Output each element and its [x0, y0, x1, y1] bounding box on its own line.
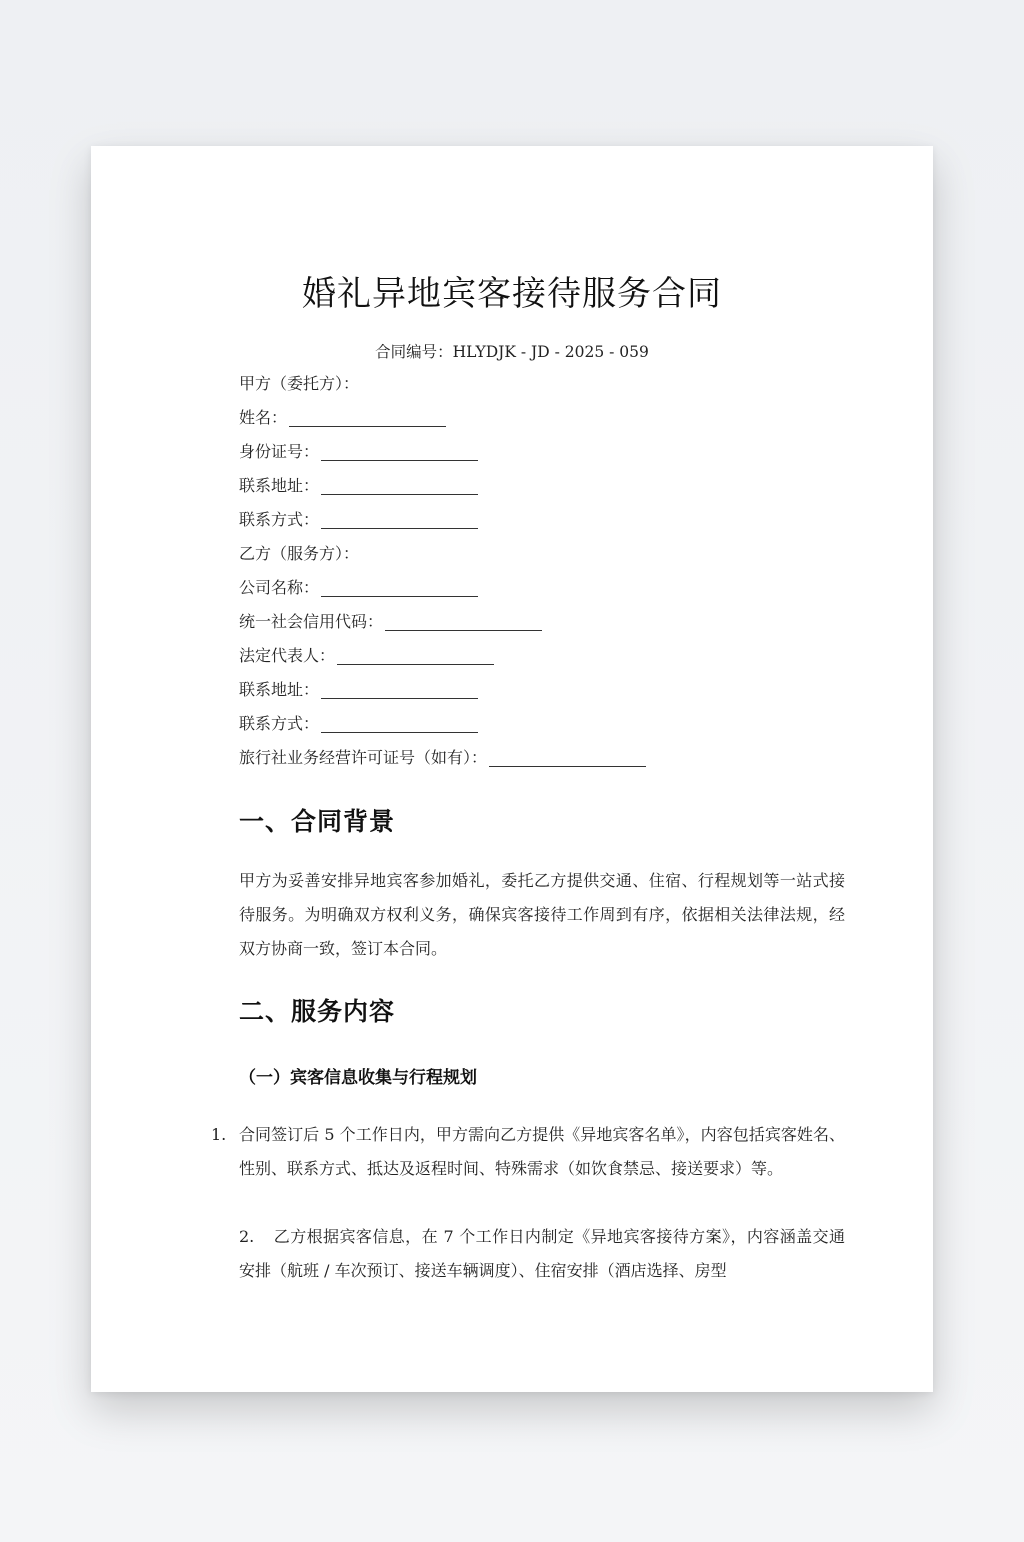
list-item-text: 合同签订后 5 个工作日内，甲方需向乙方提供《异地宾客名单》，内容包括宾客姓名、性别、联系方式、抵达及返程时间、特殊需求（如饮食禁忌、接送要求）等。	[239, 1125, 845, 1178]
list-item-text: 乙方根据宾客信息，在 7 个工作日内制定《异地宾客接待方案》，内容涵盖交通安排（航班 / 车次预订、接送车辆调度）、住宿安排（酒店选择、房型	[239, 1227, 845, 1280]
section2-sub1-heading: （一）宾客信息收集与行程规划	[239, 1068, 477, 1088]
party-b-credit-code-field	[239, 610, 859, 644]
party-b-address-label: 联系地址：	[239, 680, 320, 699]
party-b-heading	[239, 542, 859, 576]
list-item	[239, 1220, 845, 1288]
party-a-contact-label: 联系方式：	[239, 510, 320, 529]
contract-number: 合同编号：HLYDJK - JD - 2025 - 059	[375, 343, 649, 361]
document-page	[91, 146, 933, 1392]
party-a-name-blank[interactable]	[289, 406, 446, 427]
section1-heading: 一、合同背景	[239, 807, 396, 836]
party-b-legal-rep-field	[239, 644, 859, 678]
party-b-credit-code-label: 统一社会信用代码：	[239, 612, 384, 631]
party-a-address-field	[239, 474, 859, 508]
party-b-contact-blank[interactable]	[321, 712, 478, 733]
party-a-id-label: 身份证号：	[239, 442, 320, 461]
party-a-address-label: 联系地址：	[239, 476, 320, 495]
party-a-contact-field	[239, 508, 859, 542]
party-a-id-blank[interactable]	[321, 440, 478, 461]
party-b-address-field	[239, 678, 859, 712]
party-b-company-blank[interactable]	[321, 576, 478, 597]
party-b-company-field	[239, 576, 859, 610]
party-b-company-label: 公司名称：	[239, 578, 320, 597]
party-b-contact-field	[239, 712, 859, 746]
party-fields	[239, 372, 859, 780]
party-a-contact-blank[interactable]	[321, 508, 478, 529]
party-a-address-blank[interactable]	[321, 474, 478, 495]
party-a-id-field	[239, 440, 859, 474]
party-b-license-label: 旅行社业务经营许可证号（如有）：	[239, 748, 488, 767]
party-b-legal-rep-blank[interactable]	[337, 644, 494, 665]
party-a-name-label: 姓名：	[239, 408, 288, 427]
document-title: 婚礼异地宾客接待服务合同	[302, 274, 722, 314]
party-b-license-blank[interactable]	[489, 746, 646, 767]
party-b-legal-rep-label: 法定代表人：	[239, 646, 336, 665]
party-a-heading	[239, 372, 859, 406]
party-b-address-blank[interactable]	[321, 678, 478, 699]
party-b-heading-text: 乙方（服务方）：	[239, 544, 360, 563]
list-item	[211, 1118, 845, 1186]
party-b-license-field	[239, 746, 859, 780]
list-item-number: 1.	[211, 1125, 227, 1144]
party-a-name-field	[239, 406, 859, 440]
section2-heading: 二、服务内容	[239, 997, 396, 1026]
party-a-heading-text: 甲方（委托方）：	[239, 374, 360, 393]
party-b-credit-code-blank[interactable]	[385, 610, 542, 631]
list-item-number: 2.	[239, 1227, 255, 1246]
section1-paragraph: 甲方为妥善安排异地宾客参加婚礼，委托乙方提供交通、住宿、行程规划等一站式接待服务。为明确双方权利义务，确保宾客接待工作周到有序，依据相关法律法规，经双方协商一致，签订本合同。	[239, 871, 845, 958]
party-b-contact-label: 联系方式：	[239, 714, 320, 733]
